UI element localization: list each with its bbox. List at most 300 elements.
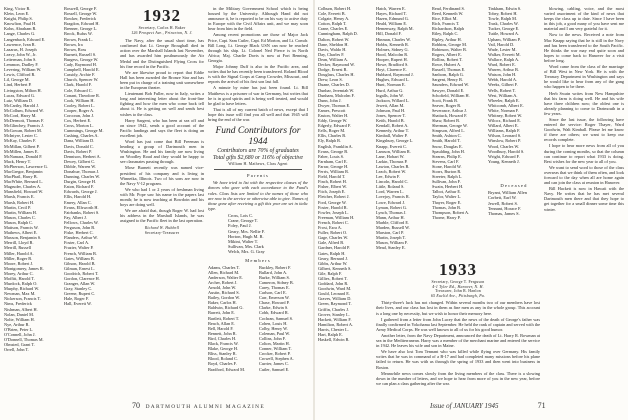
member-contributor: Cochran, Samuel S. [259,315,294,321]
member-name: MacGregor, Benjamin [4,169,43,174]
member-name: Lucas, Edward G. [4,92,36,98]
member-name: Lamson, William R. [376,148,411,154]
member-name: Field, Harold T. [318,174,346,180]
member-contributor: Archer, Robert J. [208,279,238,285]
member-name: Fiske, Herbert C. [64,230,94,236]
member-name: Hamilton, Robert A. [318,321,354,327]
member-name: Gage, Charles W. [318,235,349,241]
member-contributor: Cutler, Samuel E. [259,366,290,372]
member-name: Kendall, Robert A. [376,123,409,129]
class-note-paragraph: Herb Swain writes from New Hampshire that his farm is doing well. He and his wife have three children now; the oldest one is already planning to come to Dartmouth in a few years. [544,90,624,116]
member-name: Wilcox, Richard E. [488,118,521,124]
right-page [318,6,624,414]
member-name: Lincoln, Harold C. [376,179,409,185]
member-name: Wright, Edward F. [488,153,520,159]
member-name: Magruder, Charles A. [4,184,42,190]
member-name: Dennison, Herbert A. [64,153,101,159]
member-name: Swain, Herbert H. [432,184,464,190]
member-name: Livingston, Milton H. [4,87,42,93]
member-contributor: Carr, Emerson W. [259,295,290,301]
secretary-address: 126 Prospect Ave., Princeton, N. J. [131,30,193,35]
member-name: Ferguson, John B. [64,225,96,231]
member-contributor: Carey, Thomas E. [259,285,290,290]
member-name: Cushing, Charles A. [64,133,99,139]
member-name: Mann, Arthur H. [376,214,405,220]
member-name: Tobey, Robert H. [488,11,518,17]
member-name: Dibble, Warren W. [64,163,97,169]
member-name: Cassidy, Archie F. [64,72,96,78]
member-name: Mason, William F. [376,240,408,246]
parent-contributor: Geary, Mrs. Nellie F. [228,228,265,234]
member-name: Cook, William H. [64,97,95,103]
member-name: Crane, Charles E. [318,26,349,32]
member-name: Olmsted, Grant T. [4,342,35,348]
left-names-column-1 [4,6,62,398]
member-name: Griffin, Charles J. [318,306,349,312]
member-name: Wallace, Ralph A. [488,56,520,62]
parent-contributor: Crane, George T. [228,218,258,224]
member-name: Lowe, Edward J. [376,199,406,205]
member-name: Seaver, Roger R. [432,102,462,108]
class-1932-column [120,6,204,398]
member-contributor: Currier, James C. [259,361,289,367]
class-note-paragraph: That is all of my current batch of news, except that I hope this issue will find you all well and that 1945 will bring the end of the war. [208,106,308,122]
member-name: Marsh, Robert H. [4,199,35,205]
member-name: Langenbach, Edward E. [4,36,46,42]
member-contributor: Bartlett, Robert T. [208,315,240,321]
member-name: McCollum, Edward W. [4,107,44,113]
member-contributor: Anderson, Walter E. [208,274,243,280]
member-name: O'Brien, Peter L. [4,326,34,332]
member-name: Gould, Leonard E. [318,291,350,297]
member-name: McGlinchey, Francis J. [4,123,44,129]
magazine-name: DARTMOUTH ALUMNI MAGAZINE [145,404,265,410]
member-contributor: Burke, William S. [259,274,291,280]
member-name: Edwards, George J. [64,189,98,195]
deceased-name: Jewell, Robert S. [488,200,518,206]
member-name: Taylor, Walter L. [432,194,462,200]
member-name: Williams, Ralph F. [488,128,521,134]
secretary-line-1933: Secretary, George T. Ferguson [431,280,485,284]
member-name: Heald, William E. [376,21,408,27]
member-name: Young, Kenneth J. [488,158,520,164]
member-name: Nye, Arthur R. [4,321,30,327]
member-name: Lovejoy, Francis R. [376,194,410,200]
member-name: Murdock, Ralph O. [4,281,38,287]
member-contributor: Colton, Martin H. [259,341,290,347]
member-name: Morey, Arthur C. [4,270,34,276]
member-name: McGowan, Robert M. [4,128,42,134]
member-name: Marble, Clifford E. [376,219,410,225]
member-name: Ely, Ralph R. [318,138,342,144]
class-note-paragraph: Meanwhile news comes slowly from the living members of the class. There is a slowing down in the number of letters, and we hope to hear from more of you in the new year, before we can plan a class gathering after the war. [376,370,540,386]
member-name: King, Victor R. [4,6,31,11]
member-name: Thomas, John B. [432,204,462,210]
member-name: Gordon, Clarence H. [64,275,100,281]
member-name: Campbell, Harold E. [64,67,100,73]
member-name: Woodbury, Harold S. [488,148,525,154]
member-name: Nolte, William H. [4,316,35,322]
member-name: Church, Spencer W. [64,77,99,83]
member-name: Fellows, Charles W. [64,219,99,225]
member-name: Day, Charles F. [318,51,345,57]
member-name: Sawyer, Donald E. [432,87,465,93]
member-name: Gardner, Harold P. [318,245,351,251]
member-name: Sherman, George W. [432,123,468,129]
deceased-name: Thomas, James S. [488,210,520,216]
member-name: Lawrence, Ivan R. [4,41,36,47]
member-name: Watson, John H. [488,72,517,78]
member-name: Mason, Ralph C. [4,219,34,225]
class-note-paragraph: We are afraid that, though Roger W. had lost his address in the Marshall Islands, he was assigned to the Pacific fleet in the last operation. [120,208,204,224]
member-name: Newman, Max M. [4,291,36,297]
member-name: Schofield, William H. [432,92,470,98]
member-contributor: Bell, Harold F. [208,325,234,331]
class-note-paragraph: Lieutenant Bob Fuller, now in Italy, writes a long and interesting letter about the front-line fighting and how the men who come back tell about it. He is getting on well and sends best wishes to the class. [120,91,204,117]
member-contributor: Bailey, Gordon W. [208,295,240,301]
member-name: Wilson, Leonard S. [488,133,522,139]
member-name: Emery, Allan C. [64,199,92,205]
member-name: Russell, Thomas E. [432,67,466,73]
member-name: Reed, Kenneth W. [432,11,464,17]
right-notes-column [544,6,624,398]
member-name: Shaw, Robert B. [432,118,461,124]
member-name: Foster, Harold R. [318,204,348,210]
member-contributor: Cohen, Louis H. [259,320,288,326]
parent-contributor: Cross, Lois C. [228,212,254,218]
class-1933-column [376,260,540,400]
member-contributor: Buckley, Robert F. [259,264,292,270]
member-name: Eddy, George W. [318,118,348,124]
right-footer [430,402,546,411]
deceased-list [488,190,540,216]
member-name: Dean, William A. [318,56,349,62]
member-name: Moffitt, Harold T. [4,275,35,281]
member-name: French, William B. [64,250,97,256]
right-names-column-1 [318,6,374,398]
fund-agent: William H. Mathews, Class Agent [228,161,288,166]
member-contributor: Crocker, Robert P. [259,351,291,357]
member-name: Miller, Harold A. [4,250,34,256]
member-name: Towle, Ralph M. [488,16,518,22]
member-name: Gile, Ralph F. [318,270,343,276]
member-name: Davis, Robert P. [64,148,92,154]
member-name: Foster, Carl A. [64,240,90,246]
member-contributor: Bennett, John R. [208,330,237,336]
member-name: Cummings, George M. [64,128,104,134]
left-page [4,6,310,414]
member-name: Mead, Stanley E. [376,245,406,251]
member-name: Cunningham, Ralph D. [318,31,358,37]
member-name: Hurd, Arthur G. [376,87,404,93]
member-name: Martin, Cecil P. [4,204,31,210]
member-name: McCord, Harry M. [4,112,37,118]
treasurer-address: 65 Euclid Ave., Pittsburgh, Pa. [430,293,486,298]
member-name: Gibson, Harold B. [64,260,96,266]
member-name: Murphy, Richard W. [4,286,40,292]
member-contributor: Adams, Charles T. [208,264,240,270]
member-name: Mack, Henry T. [4,158,32,164]
class-note-paragraph: Major Johnny Duff is also in the Pacific area, and writes that he has recently been transferred. Roland Blood is with the Signal Corps at Camp Crowder, Missouri, and reports the arrival of his first son last fall. [208,64,308,85]
member-name: Fisher, Elbert W. [318,184,347,190]
class-note-paragraph: Word came from the class of the marriage of Bill West in New York. He is with the Treasury Department in Washington and says he would like to hear from any of the gang who happen to be there. [544,64,624,90]
member-name: Montgomery, James R. [4,265,44,271]
member-name: Ripley, Arthur H. [432,36,462,42]
fund-section-parents: Parents [247,173,269,179]
member-name: Graves, William D. [318,296,352,302]
class-note-paragraph: Since the last issue, the following have entered the service: Roger Thayer, Ward Goodwin, Walt Kimball. Please let me know if there are others; we want to keep our records complete. [544,116,624,143]
member-name: Dwyer, Thomas E. [318,102,351,108]
member-name: White, Norman F. [488,107,519,113]
member-name: Brock, Rufus W. [64,31,93,37]
class-year-1933: 1933 [439,260,477,279]
member-name: Severance, Arthur J. [432,107,467,113]
parent-contributor: Welch, Mrs. G. Gray [228,249,265,255]
member-name: Rich, Francis T. [432,21,460,27]
member-name: McPherson, Lawrence G. [4,163,48,169]
member-name: Hoyt, Clarence E. [376,67,407,73]
member-contributor: Blood, Roland C. [208,356,239,362]
class-note-paragraph: We are likewise proud to report that Eddie Hall has been awarded the Bronze Star and has been put in charge of a training unit somewhere in the European theater. [120,69,204,91]
member-name: Green, Raymond T. [318,301,352,307]
member-name: Lyman, Robert G. [376,204,408,210]
member-name: Klein, Leon E. [4,11,30,17]
member-name: Dodge, Ernest R. [318,67,348,73]
member-name: Miller, Roger B. [4,255,33,261]
member-name: Fletcher, Robert J. [318,194,350,200]
member-name: Lewis, Clifford R. [4,72,36,78]
member-name: Mansfield, Howard W. [4,189,44,195]
member-name: Boswell, George F. [64,6,97,11]
issue-line: Issue of JANUARY 1945 [430,402,499,410]
parent-contributor: Mikini, Walter T. [228,238,259,244]
class-1933-notes [376,300,540,386]
fund-divider [214,169,302,170]
member-name: O'Donnell, Thomas M. [4,337,44,343]
member-name: Mathews, Albert E. [4,230,38,236]
treasurer-line: Treasurer, John R. Hanlon [435,289,481,294]
member-name: Fuller, Robert O. [318,230,348,236]
member-name: Read, Ferdinand S. [432,6,465,11]
member-name: Brown, Ira [64,41,83,47]
deceased-block [488,180,540,220]
member-name: Hazen, Edmund G. [376,16,409,22]
member-name: Jackson, Willard L. [376,97,410,103]
member-name: Hayes, Richard T. [376,11,407,17]
member-name: Lee, Edwin F. [376,174,400,180]
member-name: Spaulding, John H. [432,148,465,154]
class-note-paragraph: Bill Hackett is now in Hawaii with the Navy. He writes that he has met several Dartmouth men there and that they hope to get together for a small dinner some time this winter. [544,186,624,212]
member-name: Sanborn, Ralph G. [432,72,464,78]
member-name: Cole, Edward C. [64,87,93,93]
member-name: Ellis, Harold H. [64,194,92,200]
class-note-paragraph: in the Military Government School which is being housed by the University. Although Hand did not announce it, he is reported to be on his way to active duty in Europe with the Civil Affairs unit, and we may soon hear from him in the field. [208,6,308,32]
member-name: Martin, William H. [4,209,37,215]
member-name: Davis, Donald C. [64,143,94,149]
member-contributor: Collins, John F. [259,335,286,341]
fund-total: Total gifts $2,680 or 116% of objective [212,154,303,161]
member-name: Rollins, Robert T. [432,56,463,62]
member-name: Robbins, George M. [432,41,468,47]
member-contributor: Boyd, Charles F. [208,361,237,367]
left-page-number: 70 [132,401,140,410]
member-name: Hale, Roger F. [64,296,89,302]
member-name: Lemmon, Dudley F. [4,62,39,68]
member-contributor: Bradford, Edward M. [208,366,245,372]
member-name: Douglass, Charles H. [318,72,355,78]
member-name: Levering, William W. [4,67,42,73]
member-name: Colburn, Robert H. [318,6,352,11]
members-column-b [259,265,308,372]
class-note-paragraph: I hope to hear more news from all of you during the coming months, so that the column can continue to report what 1933 is doing. Best wishes for the new year to all of you. [544,143,624,164]
member-name: Dunn, John J. [318,97,342,103]
deceased-name: Tennant, Horace F. [488,205,522,211]
member-name: Donahue, Thomas J. [64,169,100,174]
class-note-paragraph: We want to send word to those of the class overseas that we think of them often, and look forward to the day when all are home again and can join the class at reunion in Hanover. [544,164,624,186]
member-name: Hobbs, Kenneth R. [376,41,409,47]
member-name: Webb, Harold A. [488,77,518,83]
member-contributor: Chase, Howard P. [259,300,290,306]
member-name: Tucker, George E. [488,26,520,32]
member-name: Grover, Stanley L. [318,311,350,317]
member-name: Moore, Robert J. [4,260,34,266]
class-1932-notes [120,38,204,223]
member-name: Farnham, Carl E. [318,158,348,164]
member-contributor: Black, Francis W. [208,341,239,347]
member-name: Weeks, Gilbert F. [488,82,518,88]
member-name: Marston, Carl P. [376,230,404,236]
left-footer [132,402,265,411]
member-name: Evans, George B. [318,148,349,154]
member-name: Keith, Harold B. [376,118,405,124]
member-name: Rogers, Albert E. [432,51,462,57]
member-name: Kingsbury, George L. [376,138,414,144]
deceased-name: Bryant, William Allen [488,190,527,196]
member-name: Lind, Herbert P. [4,82,32,88]
member-contributor: Conner, William T. [259,346,292,352]
deceased-name: Corbett, Earl W. [488,195,517,201]
member-name: Knight, Philip S. [4,16,33,22]
member-name: Hubbard, Raymond J. [376,72,414,78]
member-name: Gray, Stanley C. [64,286,93,292]
member-contributor: Clarke, Edwin S. [259,305,289,311]
member-name: McDermott, Thomas F. [4,118,45,124]
member-name: Evans, Ellsworth H. [64,204,99,210]
class-note-paragraph: We who had 1 or 2 years of freshman living with Mr. Pope saw his name in the papers last month; he is now teaching at Bowdoin and his boys are doing well. [120,186,204,208]
class-note-paragraph: Another letter, from the Navy Department, announced the death of Lt. Harry R. Bowman at sea in the Mediterranean. Harry was a member of the merchant marine and entered the service in 1942. He leaves his wife and son in Maine. [376,332,540,349]
member-name: Stone, Harold W. [432,163,462,169]
member-name: Shattuck, Howard F. [432,112,468,118]
member-name: Kohn, Abraham R. [4,26,37,32]
class-note-paragraph: Word has just come that Bill Freeman is heading a group of Dartmouth men in Washington. He and his family are now living on Woodley Road and they would be happy to see classmates passing through. [120,138,204,165]
member-name: Sargent, Henry B. [432,77,463,83]
member-contributor: Barrett, John E. [208,310,235,316]
member-name: Johnson, Paul H. [376,107,406,113]
class-note-paragraph: Among recent promotions are those of Major Jack Price, Capt. Sam Cutler, Capt. Ed Morton, and Lt. Comdr. Bill Long. Lt. George Black USN can now be reached through his ship. Lt. Colonel Ned Pierce is in North Africa; Maj. Charlie Davis is now at Fort Benning, Georgia. [208,32,308,63]
member-name: Sullivan, John F. [432,179,461,185]
class-note-paragraph: We have also lost Tom Tennant who was killed while flying over Germany. His family writes that he was in command of a B-17 and had completed many missions before his plane failed to return. He was with us through the spring of 1933 and then went into business in Boston. [376,349,540,370]
right-names-column-2 [376,6,430,256]
member-name: Ward, Robert E. [488,62,516,68]
member-name: Eames, Prescott [318,107,346,113]
member-name: Rice, Elliot M. [432,16,458,22]
member-contributor: Allen, Richard M. [208,269,240,275]
member-name: Martin, Joseph T. [376,235,406,241]
member-contributor: Crowell, Stephen A. [259,356,294,362]
member-name: Brown, Ross [64,46,87,52]
member-name: McMillen, James E. [4,148,39,154]
class-note-paragraph: Now to the news. Received a note from Mac Knapp saying that he is still in the Navy and has been transferred to the South Pacific. He thinks the war may end quite soon and hopes to come back to Hanover for a visit before long. [544,32,624,63]
member-name: Davis, Waldo H. [318,46,347,52]
member-name: Knapp, Everett C. [376,143,408,149]
member-contributor: Carlson, Carl E. [259,290,287,296]
deceased-title: Deceased [500,183,528,188]
member-name: Gates, Ralph H. [318,250,346,256]
right-names-column-3 [432,6,486,226]
member-name: Warren, Arthur B. [488,67,519,73]
parent-contributor: Horton, Hugh M. R. [228,233,264,239]
member-name: Jones, Spencer T. [376,112,406,118]
member-contributor: Austin, Richard S. [208,290,240,296]
member-name: Lawton, Charles B. [376,163,410,169]
member-name: Decker, Raymond W. [318,62,355,68]
fund-section-members: Members [245,257,271,263]
member-name: Trask, Charles W. [488,21,519,27]
member-name: Eaton, Richard F. [64,184,94,190]
member-name: Goddard, John R. [318,281,349,287]
member-name: Vail, Harold D. [488,41,515,47]
member-contributor: Arnold, John W. [208,285,237,290]
member-name: Granger, Allan W. [64,281,96,287]
member-name: Hackett, William F. [318,316,352,322]
member-contributor: Bird, Charles H. [208,335,237,341]
members-column-a [208,265,257,372]
member-name: Smith, Ashton C. [432,133,462,139]
member-name: Duane, Charles D. [318,82,350,88]
member-name: Ellis, Charles B. [318,133,347,139]
member-name: Fairbanks, Robert S. [64,209,100,215]
member-name: Lord, Warren L. [376,189,404,195]
member-name: Dunning, Charles W. [64,174,101,180]
member-name: Kimball, Walter P. [376,133,408,139]
member-name: Gates, William B. [64,255,95,261]
member-name: Fay, Albert J. [64,214,87,220]
member-name: Winslow, Robert P. [488,138,521,144]
secretary-line: Secretary, Carlos H. Baker [138,26,186,30]
member-name: Dunham, Malcolm F. [318,92,355,98]
member-name: Howe, Bradford S. [376,62,409,68]
member-name: Tinkham, Edwin S. [488,6,522,11]
member-name: Whitney, Robert W. [488,112,523,118]
member-name: Mattson, Francis W. [4,225,39,231]
member-contributor: Coleman, Paul W. [259,330,291,336]
member-name: Hall, Everett W. [64,301,92,307]
member-name: Fowler, Joseph L. [318,209,349,215]
member-contributor: Colby, Henry W. [259,325,288,331]
parent-contributor: Foley, Paul J. [228,223,252,229]
member-name: Willard, Albert E. [488,123,519,129]
member-name: Bossell, George W. [64,11,98,17]
member-name: Haskell, Edwin R. [318,337,350,343]
member-name: Harris, Chester L. [318,326,349,332]
right-names-column-4 [488,6,540,178]
member-name: Cooley, Robert L. [64,102,95,108]
member-name: Hart, Ralph E. [318,332,343,337]
member-name: Scott, Frank B. [432,97,459,103]
member-name: Ferris, William R. [318,169,350,174]
member-name: Upham, William P. [488,36,521,42]
member-contributor: Beach, Allan E. [208,320,235,326]
